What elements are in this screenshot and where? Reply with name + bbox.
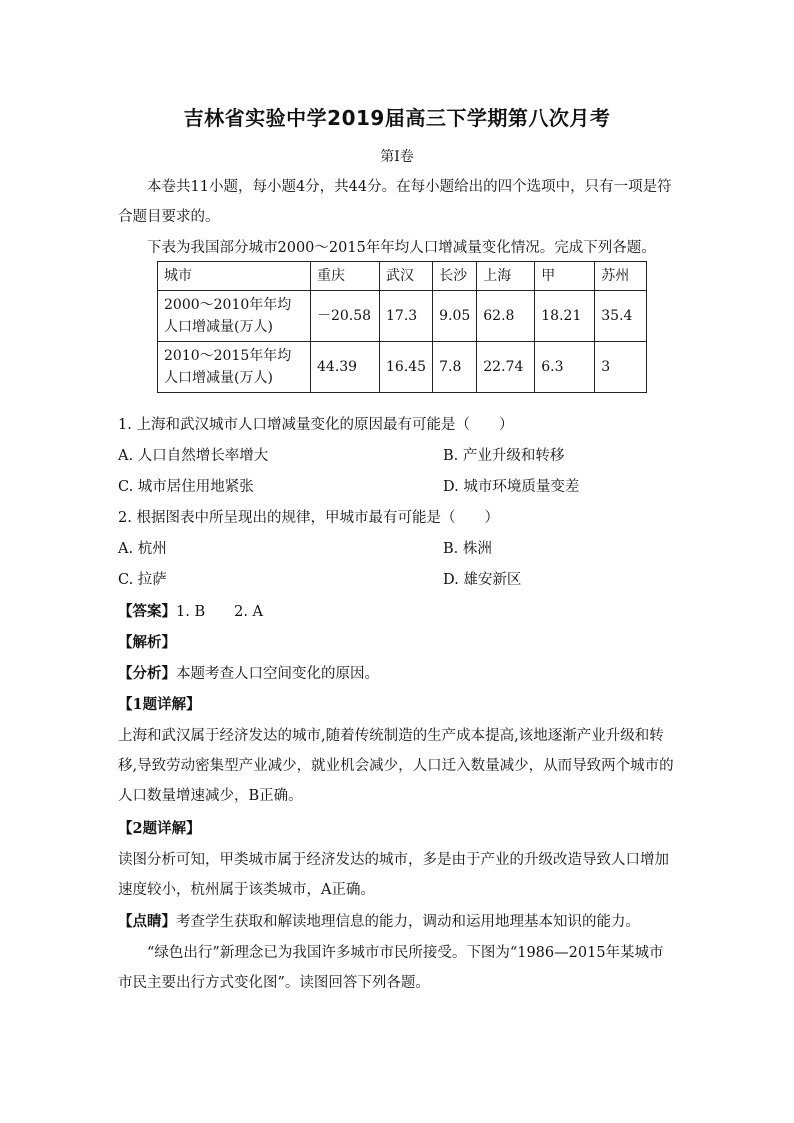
section-label: 第I卷 — [380, 149, 414, 165]
question-1-option-b: B. 产业升级和转移 — [443, 448, 565, 464]
table-header-cell: 城市 — [158, 262, 311, 291]
tip-line — [118, 907, 640, 937]
analysis-tag: 【分析】 — [118, 665, 176, 682]
table-header-row — [158, 262, 647, 291]
answer-line — [118, 597, 263, 627]
table-cell: 3 — [595, 342, 647, 393]
question-2-option-a: A. 杭州 — [118, 541, 167, 557]
population-table — [157, 261, 647, 393]
table-cell: 16.45 — [380, 342, 433, 393]
table-row-label: 2000～2010年年均人口增减量(万人) — [158, 291, 311, 342]
answer-text: 1. B 2. A — [176, 604, 264, 620]
table-row — [158, 342, 647, 393]
next-section-intro: “绿色出行”新理念已为我国许多城市市民所接受。下图为“1986—2015年某城市市民主要出行方式变化图”。读图回答下列各题。 — [118, 945, 664, 991]
table-cell: 44.39 — [311, 342, 380, 393]
table-cell: 62.8 — [477, 291, 535, 342]
question-1-option-c: C. 城市居住用地紧张 — [118, 479, 254, 495]
question-2-stem: 2. 根据图表中所呈现出的规律，甲城市最有可能是（ ） — [118, 510, 499, 526]
analysis-text: 本题考查人口空间变化的原因。 — [176, 666, 379, 682]
table-intro: 下表为我国部分城市2000～2015年年均人口增减量变化情况。完成下列各题。 — [147, 240, 656, 256]
page-title: 吉林省实验中学2019届高三下学期第八次月考 — [183, 106, 611, 130]
detail-2-heading: 【2题详解】 — [118, 820, 201, 837]
detail-1-text: 上海和武汉属于经济发达的城市,随着传统制造的生产成本提高,该地逐渐产业升级和转移,导致劳动密集型产业减少，就业机会减少，人口迁入数量减少，从而导致两个城市的人口数量增速减少，B正确。 — [118, 728, 674, 804]
table-cell: 18.21 — [535, 291, 595, 342]
detail-1-heading: 【1题详解】 — [118, 696, 201, 713]
table-cell: 7.8 — [433, 342, 477, 393]
tip-text: 考查学生获取和解读地理信息的能力，调动和运用地理基本知识的能力。 — [176, 914, 640, 930]
table-header-cell: 重庆 — [311, 262, 380, 291]
tip-tag: 【点睛】 — [118, 913, 176, 930]
table-header-cell: 武汉 — [380, 262, 433, 291]
instructions-paragraph: 本卷共11小题，每小题4分，共44分。在每小题给出的四个选项中，只有一项是符合题目要求的。 — [118, 179, 672, 225]
table-cell: 22.74 — [477, 342, 535, 393]
table-cell: －20.58 — [311, 291, 380, 342]
table-row-label: 2010～2015年年均人口增减量(万人) — [158, 342, 311, 393]
detail-2-text: 读图分析可知，甲类城市属于经济发达的城市，多是由于产业的升级改造导致人口增加速度较小，杭州属于该类城市，A正确。 — [118, 852, 669, 898]
table-header-cell: 甲 — [535, 262, 595, 291]
table-cell: 9.05 — [433, 291, 477, 342]
analysis-heading: 【解析】 — [118, 634, 176, 651]
answer-tag: 【答案】 — [118, 603, 176, 620]
question-2-option-d: D. 雄安新区 — [443, 572, 522, 588]
question-2-option-b: B. 株洲 — [443, 541, 492, 557]
table-header-cell: 上海 — [477, 262, 535, 291]
table-row — [158, 291, 647, 342]
table-cell: 6.3 — [535, 342, 595, 393]
question-2-option-c: C. 拉萨 — [118, 572, 167, 588]
question-1-option-d: D. 城市环境质量变差 — [443, 479, 580, 495]
question-1-option-a: A. 人口自然增长率增大 — [118, 448, 269, 464]
table-cell: 17.3 — [380, 291, 433, 342]
question-1-stem: 1. 上海和武汉城市人口增减量变化的原因最有可能是（ ） — [118, 417, 514, 433]
table-cell: 35.4 — [595, 291, 647, 342]
table-header-cell: 长沙 — [433, 262, 477, 291]
table-header-cell: 苏州 — [595, 262, 647, 291]
analysis-line — [118, 659, 379, 689]
